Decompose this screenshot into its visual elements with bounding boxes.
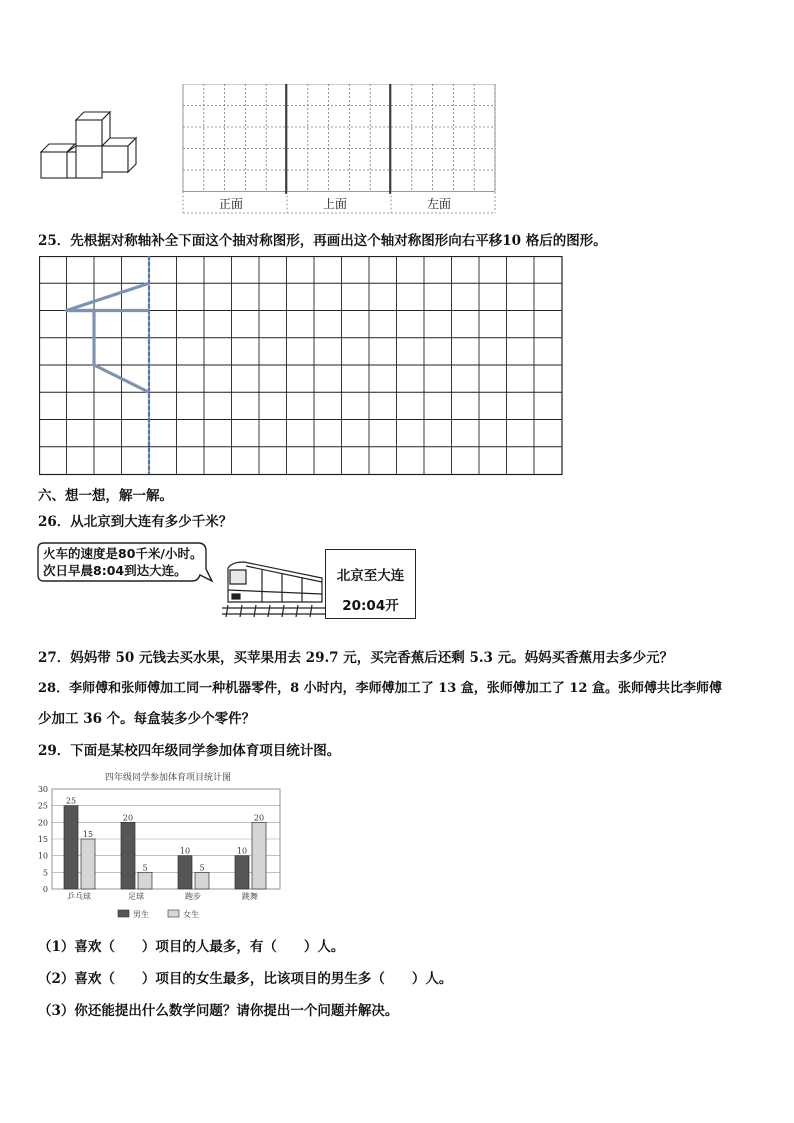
- bar-女生-跳舞: [252, 822, 266, 889]
- y-tick-label: 10: [37, 851, 48, 861]
- y-tick-label: 25: [37, 801, 48, 811]
- section-title: 六、想一想，解一解。: [38, 488, 173, 504]
- bar-value-label: 20: [253, 813, 265, 823]
- bar-男生-足球: [121, 822, 135, 889]
- view-grid-2: [287, 84, 391, 213]
- x-category-label: 足球: [128, 892, 144, 901]
- bar-女生-足球: [138, 872, 152, 889]
- x-category-label: 乒乓球: [67, 892, 91, 901]
- bar-男生-跳舞: [235, 856, 249, 889]
- y-tick-label: 5: [42, 868, 48, 878]
- y-tick-label: 30: [37, 785, 48, 794]
- bar-value-label: 25: [65, 796, 77, 806]
- x-category-label: 跑步: [185, 892, 201, 901]
- question-29-part-3: （3）你还能提出什么数学问题？请你提出一个问题并解决。: [38, 1003, 399, 1019]
- bar-value-label: 20: [122, 813, 134, 823]
- legend-label: 男生: [133, 910, 149, 919]
- question-29: 29．下面是某校四年级同学参加体育项目统计图。: [38, 743, 341, 759]
- bar-value-label: 10: [236, 846, 248, 856]
- train-icon: [222, 558, 326, 618]
- question-28-line-1: 28．李师傅和张师傅加工同一种机器零件，8 小时内，李师傅加工了 13 盒，张师傅加工了 12 盒。张师傅共比李师傅: [38, 681, 722, 696]
- bar-value-label: 15: [82, 830, 94, 839]
- cube-stack-figure: [38, 104, 138, 180]
- schedule-sign: [325, 549, 416, 619]
- question-29-part-2: （2）喜欢（ ）项目的女生最多，比该项目的男生多（ ）人。: [38, 971, 453, 987]
- bar-value-label: 10: [179, 846, 191, 856]
- legend-swatch: [118, 910, 129, 917]
- question-29-part-1: （1）喜欢（ ）项目的人最多，有（ ）人。: [38, 939, 345, 955]
- bar-value-label: 5: [142, 863, 148, 873]
- y-tick-label: 0: [42, 885, 48, 894]
- legend-label: 女生: [183, 910, 199, 919]
- view-label-front: 正面: [219, 197, 244, 211]
- view-grid-3: [391, 84, 495, 213]
- question-26: 26．从北京到大连有多少千米？: [38, 514, 233, 530]
- bubble-line-1: 火车的速度是80千米/小时。: [43, 546, 203, 561]
- x-category-label: 跳舞: [242, 892, 258, 901]
- view-label-top: 上面: [323, 197, 348, 211]
- bar-女生-乒乓球: [81, 839, 95, 889]
- bubble-line-2: 次日早晨8:04到达大连。: [43, 563, 187, 578]
- chart-title: 四年级同学参加体育项目统计图: [104, 773, 232, 783]
- bar-男生-乒乓球: [64, 806, 78, 889]
- sign-departure: 20:04开: [342, 598, 399, 614]
- question-27: 27．妈妈带 50 元钱去买水果，买苹果用去 29.7 元，买完香蕉后还剩 5.3 元。妈妈买香蕉用去多少元？: [38, 650, 674, 666]
- legend-swatch: [168, 910, 179, 917]
- bar-女生-跑步: [195, 872, 209, 889]
- bar-value-label: 5: [199, 863, 205, 873]
- question-25: 25．先根据对称轴补全下面这个抽对称图形，再画出这个轴对称图形向右平移10 格后的图形。: [38, 233, 607, 249]
- symmetry-grid: [39, 256, 565, 476]
- bar-男生-跑步: [178, 856, 192, 889]
- view-label-left: 左面: [427, 197, 452, 211]
- bar-chart: [30, 767, 285, 922]
- question-28-line-2: 少加工 36 个。每盒装多少个零件？: [38, 711, 256, 727]
- y-tick-label: 20: [37, 818, 48, 828]
- y-tick-label: 15: [37, 835, 48, 844]
- sign-route: 北京至大连: [336, 568, 405, 584]
- view-grid-1: [183, 84, 287, 213]
